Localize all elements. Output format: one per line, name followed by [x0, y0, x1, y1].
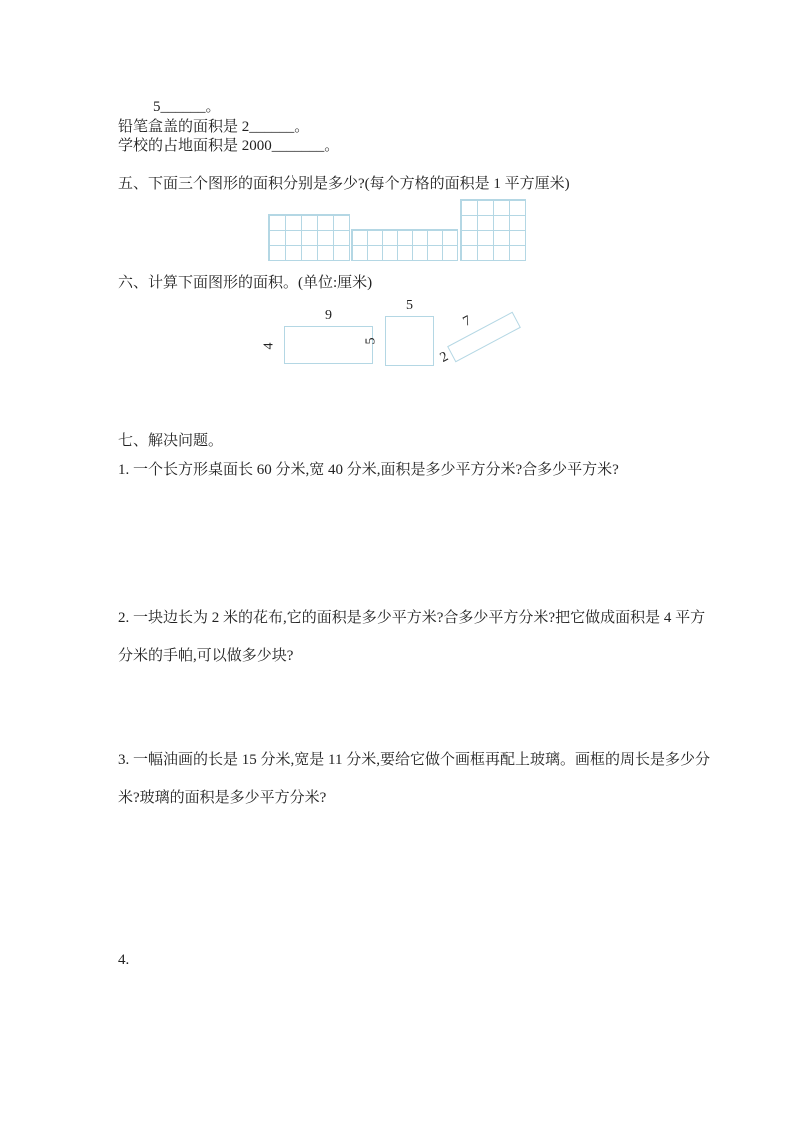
problem-1-line-1: 1. 一个长方形桌面长 60 分米,宽 40 分米,面积是多少平方分米?合多少平方米? — [118, 462, 619, 478]
blank-line-2: 铅笔盒盖的面积是 2______。 — [118, 119, 310, 135]
rotated-rectangle-length-label: 7 — [460, 313, 474, 330]
blank-line-1: 5______。 — [153, 99, 221, 115]
grid-figure-left — [268, 214, 350, 261]
square-width-label: 5 — [406, 298, 413, 313]
section-seven-heading: 七、解决问题。 — [118, 433, 224, 449]
problem-2-line-2: 分米的手帕,可以做多少块? — [118, 648, 294, 664]
square-figure — [385, 316, 434, 366]
problem-3-line-1: 3. 一幅油画的长是 15 分米,宽是 11 分米,要给它做个画框再配上玻璃。画框的周长是多少分 — [118, 752, 710, 768]
rotated-rectangle-width-label: 2 — [437, 349, 451, 366]
grid-figure-middle — [351, 229, 458, 261]
problem-4-number: 4. — [118, 952, 130, 968]
rectangle-height-label: 4 — [261, 342, 277, 350]
problem-3-line-2: 米?玻璃的面积是多少平方分米? — [118, 790, 327, 806]
grid-figure-right — [460, 199, 526, 261]
problem-2-line-1: 2. 一块边长为 2 米的花布,它的面积是多少平方米?合多少平方分米?把它做成面积是 4 平方 — [118, 610, 706, 626]
rectangle-width-label: 9 — [325, 308, 332, 323]
blank-line-3: 学校的占地面积是 2000_______。 — [118, 138, 340, 154]
rectangle-figure — [284, 326, 373, 364]
section-six-heading: 六、计算下面图形的面积。(单位:厘米) — [118, 275, 373, 291]
square-height-label: 5 — [363, 337, 379, 345]
section-five-heading: 五、下面三个图形的面积分别是多少?(每个方格的面积是 1 平方厘米) — [118, 176, 570, 192]
rotated-rectangle-figure — [447, 312, 521, 363]
